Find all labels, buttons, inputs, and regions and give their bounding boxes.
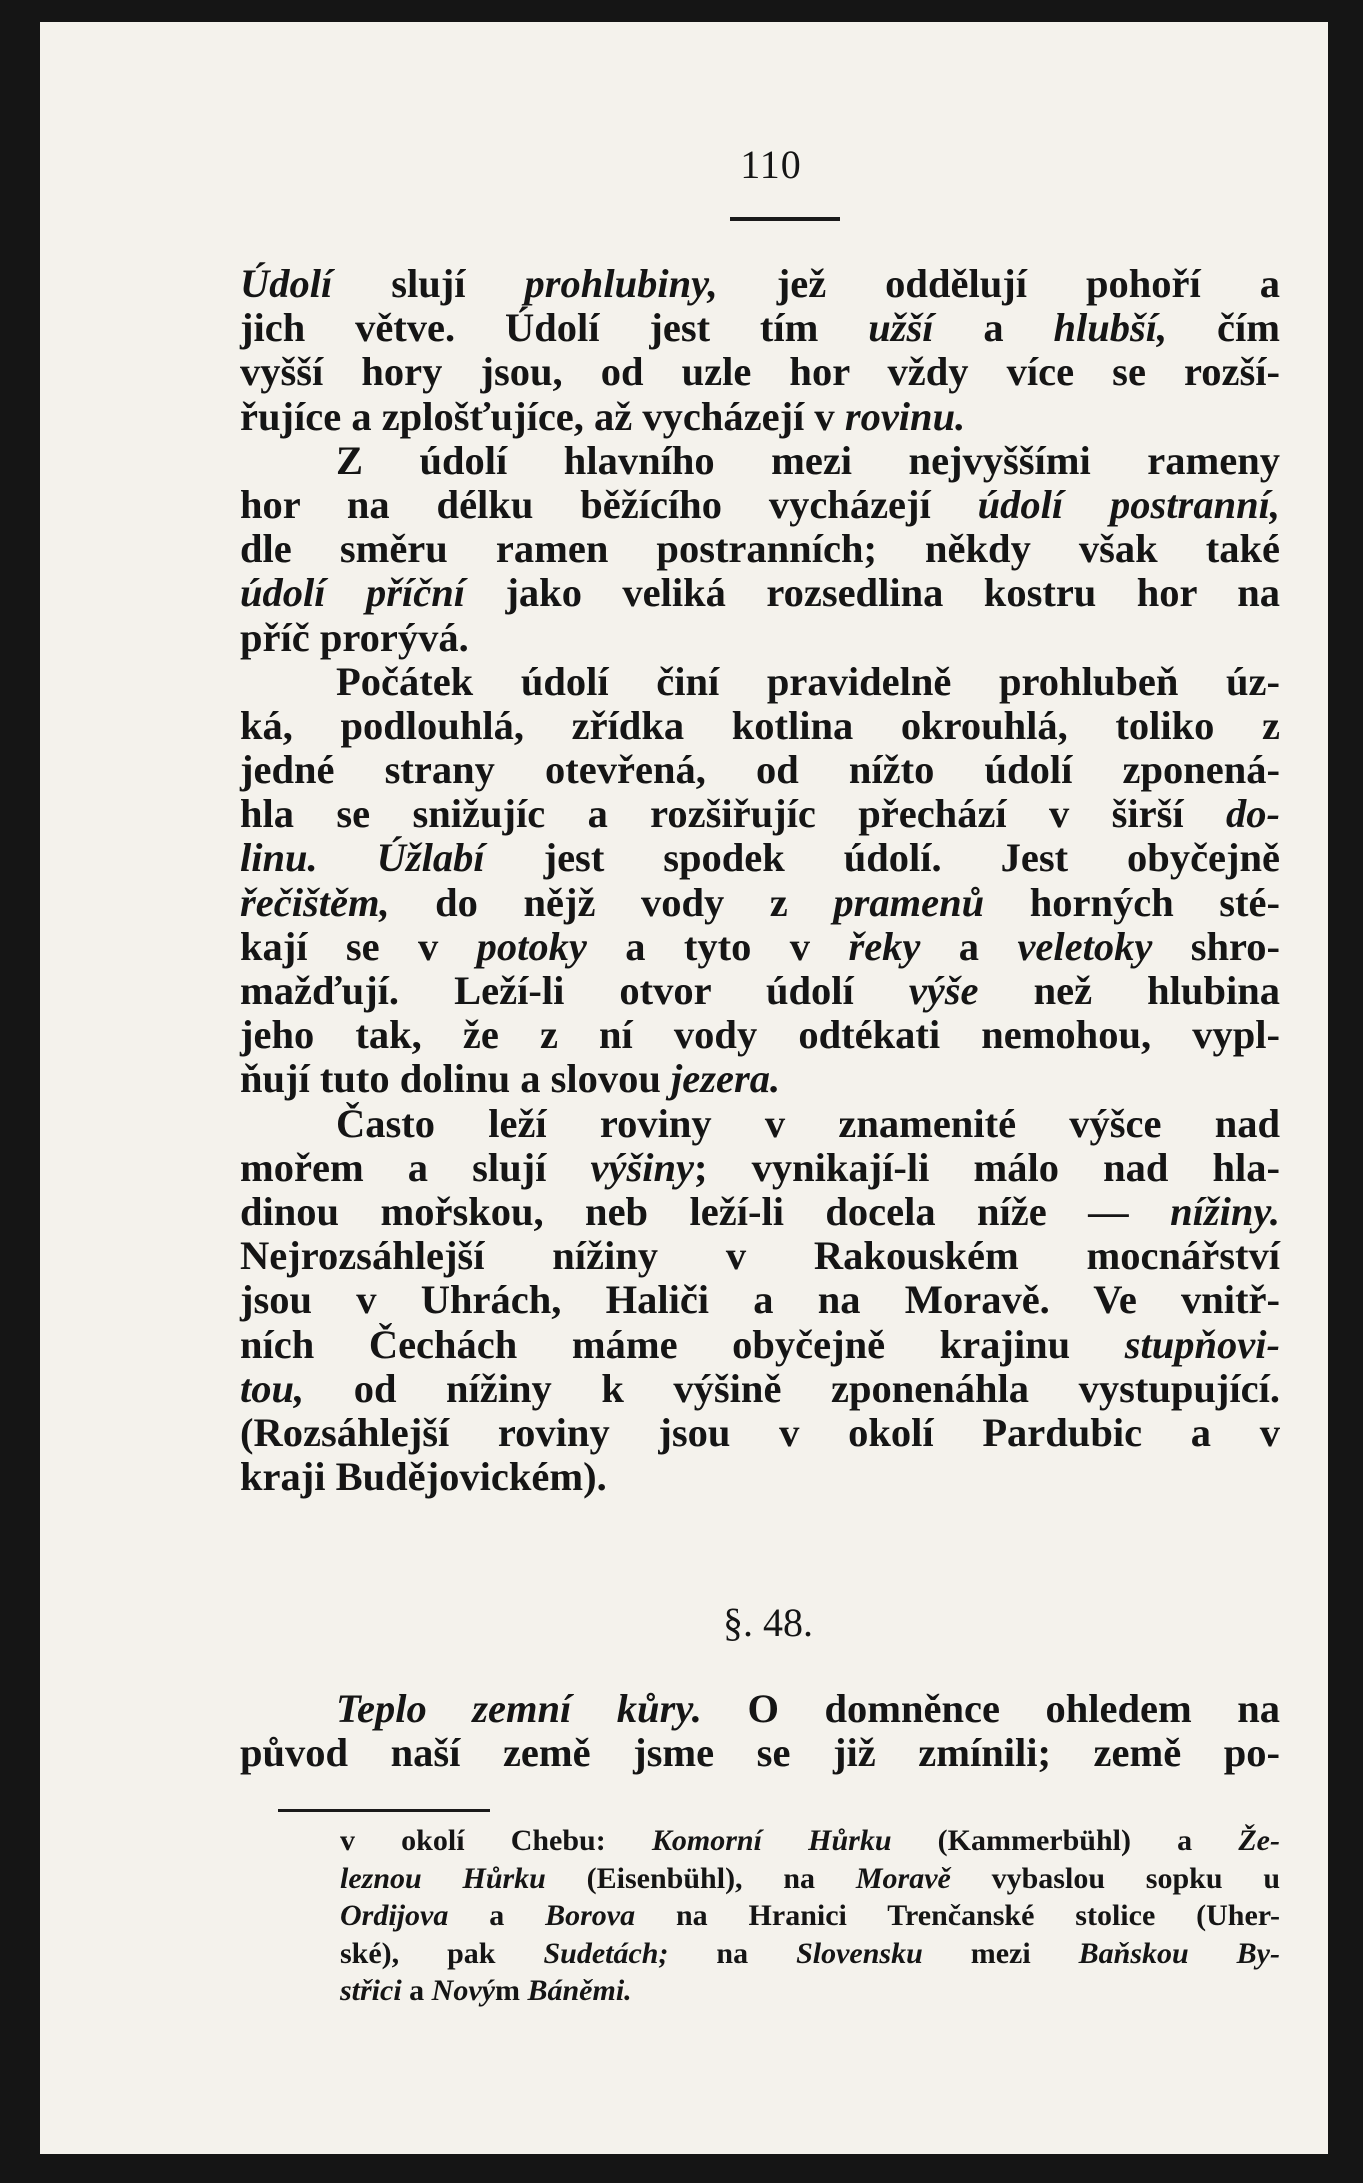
text-run: a	[401, 1974, 432, 2007]
text-line	[240, 483, 1280, 527]
text-run: jež oddělují pohoří a	[717, 261, 1280, 306]
italic-term: Teplo zemní kůry.	[336, 1686, 702, 1731]
text-line	[240, 571, 1280, 615]
text-run: na	[668, 1936, 797, 1970]
text-run: ních Čechách máme obyčejně krajinu	[240, 1321, 1125, 1367]
text-run: vybaslou sopku u	[950, 1861, 1281, 1895]
text-run: Z údolí hlavního mezi nejvyššími rameny	[336, 437, 1280, 483]
text-line	[240, 969, 1280, 1013]
italic-term: Báněmi.	[527, 1974, 632, 2007]
text-run: dle směru ramen postranních; někdy však také	[240, 526, 1280, 572]
main-text	[240, 262, 1280, 1499]
text-run: (Rozsáhlejší roviny jsou v okolí Pardubic a v	[240, 1409, 1280, 1455]
text-run: od nížiny k výšině zponenáhla vystupující.	[304, 1365, 1280, 1411]
text-run: a tyto v	[586, 923, 849, 969]
italic-term: pramenů	[833, 879, 985, 925]
italic-term: výšiny	[590, 1144, 694, 1190]
text-run: kají se v	[240, 923, 477, 969]
text-run: čím	[1167, 305, 1280, 351]
text-line	[240, 1278, 1280, 1322]
text-line	[240, 395, 1280, 439]
text-line	[240, 306, 1280, 350]
page-number: 110	[740, 142, 802, 187]
text-run: slují	[332, 261, 525, 306]
italic-term: údolí postranní,	[977, 481, 1280, 527]
text-line	[240, 1190, 1280, 1234]
italic-term: stupňovi-	[1124, 1321, 1280, 1367]
text-line	[240, 1455, 1280, 1499]
text-run: dinou mořskou, neb leží-li docela níže —	[240, 1188, 1171, 1234]
italic-term: Že-	[1238, 1824, 1280, 1857]
text-run: jsou v Uhrách, Haliči a na Moravě. Ve vnitř-	[240, 1277, 1280, 1323]
text-run: řujíce a zplošťujíce, až vycházejí v	[240, 393, 845, 439]
text-run: shro-	[1152, 923, 1281, 969]
italic-term: rovinu.	[844, 393, 966, 439]
text-line	[240, 660, 1280, 704]
italic-term: řeky	[848, 923, 921, 969]
text-run: jako veliká rozsedlina kostru hor na	[465, 570, 1281, 616]
text-line	[340, 1860, 1280, 1898]
text-line	[240, 616, 1280, 660]
italic-term: Moravě	[855, 1861, 951, 1895]
text-line	[240, 881, 1280, 925]
text-line	[240, 836, 1280, 880]
text-run: ské), pak	[340, 1936, 544, 1970]
text-run: m	[494, 1974, 528, 2007]
text-line	[340, 1822, 1280, 1860]
footnote-rule	[278, 1809, 490, 1812]
text-line	[240, 439, 1280, 483]
book-page	[40, 22, 1328, 2154]
italic-term: prohlubiny,	[524, 261, 718, 306]
italic-term: výše	[908, 968, 979, 1013]
italic-term: Sudetách;	[543, 1936, 669, 1970]
text-run: a	[933, 305, 1054, 351]
text-line	[240, 748, 1280, 792]
text-run: mořem a slují	[240, 1144, 591, 1190]
italic-term: tou,	[240, 1365, 305, 1411]
text-run: mažďují. Leží-li otvor údolí	[240, 968, 909, 1013]
text-run: jest spodek údolí. Jest obyčejně	[484, 835, 1281, 881]
text-run: a	[448, 1899, 546, 1932]
text-run: mezi	[922, 1936, 1079, 1970]
italic-term: Úžlabí	[376, 835, 485, 881]
italic-term: hlubší,	[1053, 305, 1168, 351]
text-line	[240, 1234, 1280, 1278]
italic-term: veletoky	[1017, 923, 1153, 969]
italic-term: Baňskou By-	[1078, 1936, 1280, 1970]
text-line	[240, 1013, 1280, 1057]
italic-term: jezera.	[671, 1056, 781, 1102]
text-run: jedné strany otevřená, od nížto údolí zponená-	[240, 747, 1280, 793]
italic-term: leznou Hůrku	[340, 1861, 546, 1895]
text-run: hla se snižujíc a rozšiřujíc přechází v širší	[240, 791, 1226, 837]
text-line	[240, 1367, 1280, 1411]
text-run: (Eisenbühl), na	[545, 1861, 856, 1895]
text-run: hor na délku běžícího vycházejí	[240, 481, 978, 527]
italic-term: Borova	[545, 1899, 636, 1932]
italic-term: údolí příční	[240, 570, 465, 616]
text-run: než hlubina	[978, 968, 1280, 1013]
text-line	[340, 1935, 1280, 1973]
text-run: a	[920, 923, 1018, 969]
text-run: ňují tuto dolinu a slovou	[240, 1056, 672, 1102]
text-run: na Hranici Trenčanské stolice (Uher-	[635, 1899, 1280, 1932]
text-line	[240, 1102, 1280, 1146]
text-line	[240, 527, 1280, 571]
italic-term: potoky	[476, 923, 587, 969]
italic-term: Komorní Hůrku	[651, 1824, 892, 1857]
text-line	[240, 1057, 1280, 1101]
text-line	[240, 792, 1280, 836]
page-number-rule	[730, 217, 840, 221]
italic-term: Slovensku	[796, 1936, 923, 1970]
text-run: do nějž vody z	[389, 879, 834, 925]
text-run: Často leží roviny v znamenité výšce nad	[336, 1100, 1280, 1146]
text-run: (Kammerbühl) a	[891, 1824, 1239, 1857]
text-line	[240, 1731, 1280, 1775]
text-run: v okolí Chebu:	[340, 1824, 652, 1857]
text-run: vyšší hory jsou, od uzle hor vždy více se rozší-	[240, 349, 1280, 395]
footnote	[340, 1822, 1280, 2010]
text-line	[240, 925, 1280, 969]
text-line	[240, 1687, 1280, 1731]
italic-term: linu.	[240, 835, 318, 881]
italic-term: užší	[868, 305, 934, 351]
text-run: ; vynikají-li málo nad hla-	[694, 1144, 1280, 1190]
text-run: ká, podlouhlá, zřídka kotlina okrouhlá, toliko z	[240, 702, 1280, 748]
section-heading: §. 48.	[723, 1600, 813, 1645]
text-line	[240, 1411, 1280, 1455]
text-line	[240, 262, 1280, 306]
text-line	[240, 1323, 1280, 1367]
italic-term: řečištěm,	[240, 879, 390, 925]
text-run: jich větve. Údolí jest tím	[240, 305, 869, 351]
text-run: Počátek údolí činí pravidelně prohlubeň úz-	[336, 658, 1280, 704]
italic-term: Nový	[431, 1974, 495, 2007]
section-text	[240, 1687, 1280, 1775]
text-run: původ naší země jsme se již zmínili; země po-	[240, 1730, 1280, 1776]
text-run: kraji Budějovickém).	[240, 1454, 607, 1500]
text-run	[318, 835, 377, 880]
italic-term: střici	[340, 1974, 402, 2007]
text-run: Nejrozsáhlejší nížiny v Rakouském mocnářství	[240, 1233, 1280, 1279]
text-run: O domněnce ohledem na	[701, 1686, 1280, 1731]
italic-term: nížiny.	[1170, 1188, 1280, 1234]
text-run: příč prorývá.	[240, 614, 469, 660]
text-line	[240, 350, 1280, 394]
text-run: jeho tak, že z ní vody odtékati nemohou, vypl-	[240, 1012, 1280, 1058]
text-run: horných sté-	[984, 879, 1280, 925]
text-line	[340, 1897, 1280, 1935]
italic-term: Údolí	[240, 261, 333, 306]
text-line	[340, 1972, 1280, 2010]
text-line	[240, 704, 1280, 748]
text-line	[240, 1146, 1280, 1190]
italic-term: do-	[1226, 791, 1280, 837]
italic-term: Ordijova	[340, 1899, 449, 1932]
